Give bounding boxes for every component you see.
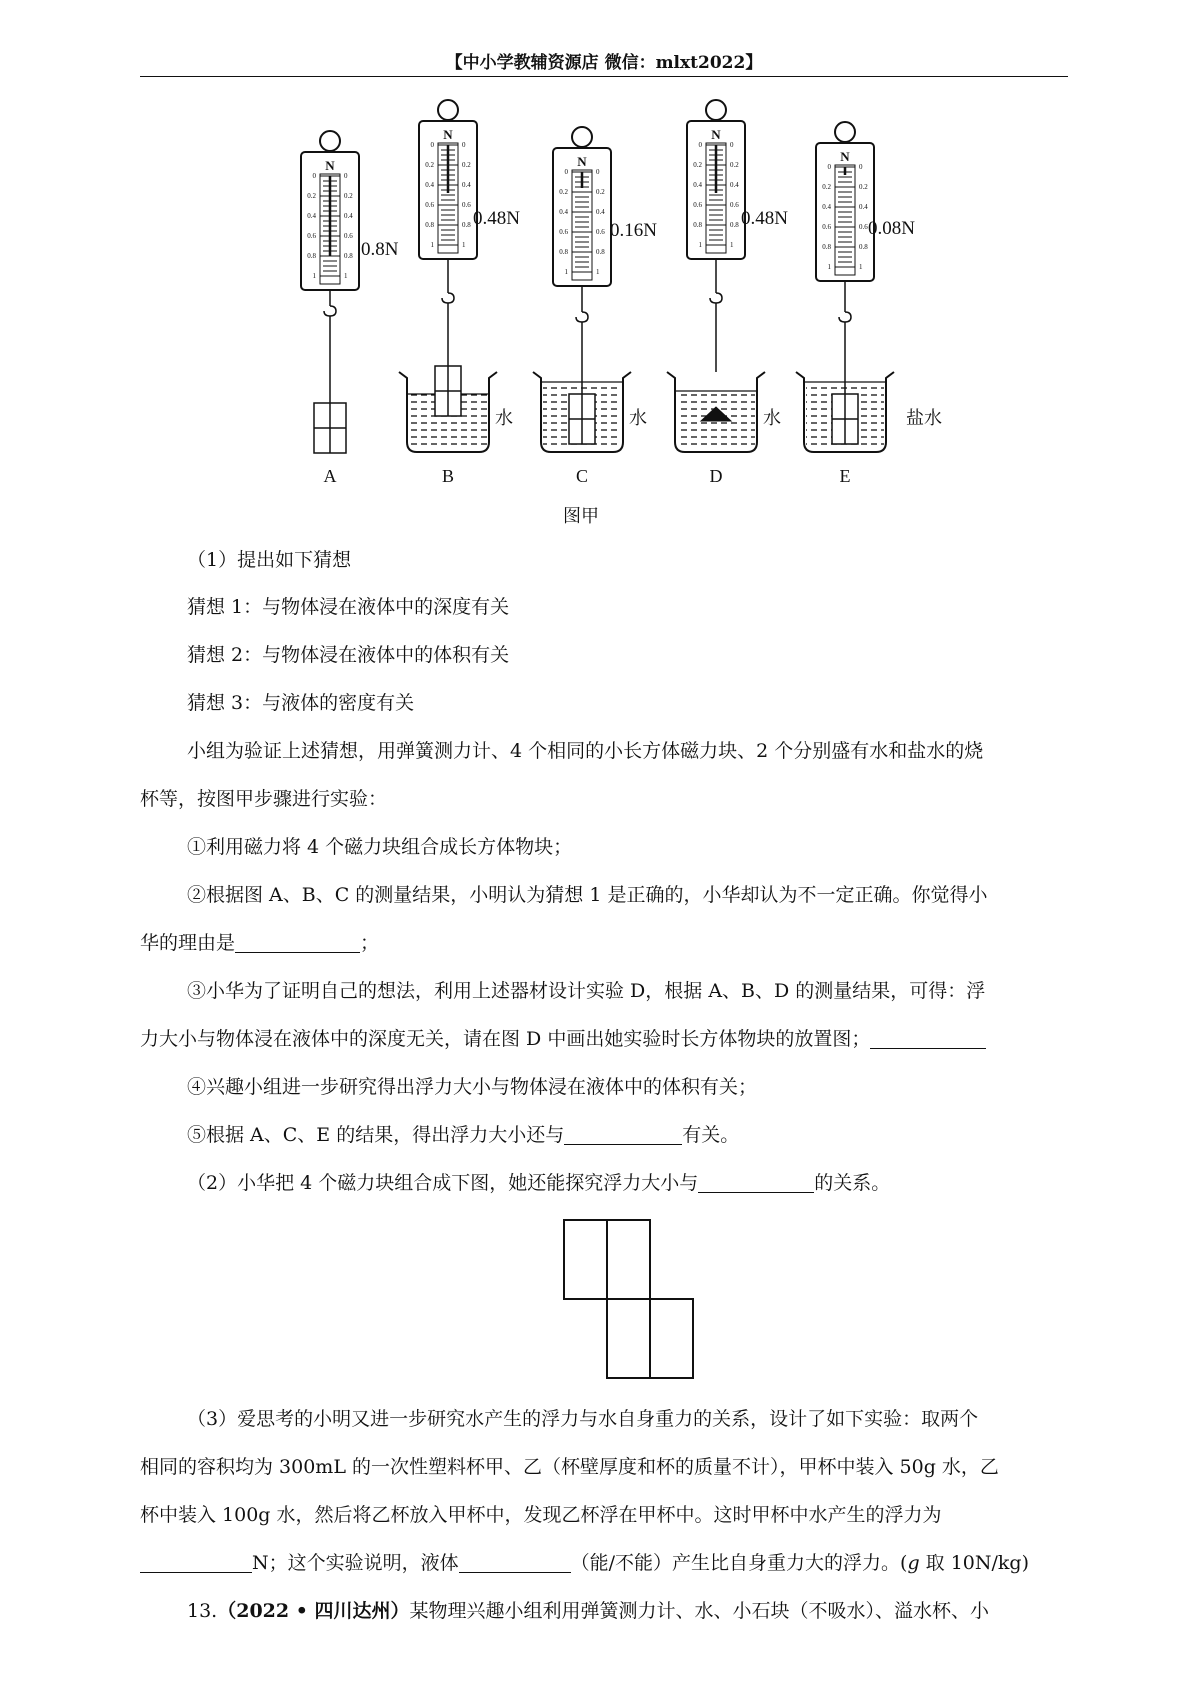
svg-text:1: 1 <box>430 241 434 249</box>
svg-text:0: 0 <box>859 163 863 171</box>
line-step-3: ③小华为了证明自己的想法，利用上述器材设计实验 D，根据 A、B、D 的测量结果，可得：浮 <box>187 980 986 1002</box>
line-guess-intro: （1）提出如下猜想 <box>187 549 352 571</box>
svg-text:0.6: 0.6 <box>859 223 868 231</box>
svg-text:0.4: 0.4 <box>859 203 868 211</box>
svg-text:1: 1 <box>730 241 734 249</box>
svg-text:0: 0 <box>430 141 434 149</box>
part-2-suffix: 的关系。 <box>814 1172 891 1194</box>
svg-text:0.6: 0.6 <box>462 201 471 209</box>
svg-text:0.6: 0.6 <box>730 201 739 209</box>
line-guess-1: 猜想 1：与物体浸在液体中的深度有关 <box>187 596 510 618</box>
svg-text:0.4: 0.4 <box>425 181 434 189</box>
svg-text:1: 1 <box>312 272 316 280</box>
line-part-3-1: （3）爱思考的小明又进一步研究水产生的浮力与水自身重力的关系，设计了如下实验：取两个 <box>187 1408 979 1430</box>
step-2-suffix: ； <box>360 932 380 954</box>
svg-text:0.6: 0.6 <box>596 228 605 236</box>
svg-text:0: 0 <box>730 141 734 149</box>
svg-text:1: 1 <box>344 272 348 280</box>
svg-text:0.2: 0.2 <box>822 183 831 191</box>
part-2-prefix: （2）小华把 4 个磁力块组合成下图，她还能探究浮力大小与 <box>187 1172 699 1194</box>
q13-number: 13. <box>187 1600 218 1622</box>
svg-text:1: 1 <box>564 268 568 276</box>
meter-D-reading: 0.48N <box>741 208 788 229</box>
part-3-end: 取 10N/kg) <box>919 1552 1030 1574</box>
svg-text:0.8: 0.8 <box>596 248 605 256</box>
svg-text:0.4: 0.4 <box>344 212 353 220</box>
meter-A-label: A <box>323 466 337 486</box>
meter-A-reading: 0.8N <box>361 239 399 260</box>
svg-text:0.8: 0.8 <box>559 248 568 256</box>
svg-text:1: 1 <box>596 268 600 276</box>
page-header: 【中小学教辅资源店 微信：mlxt2022】 <box>445 53 763 73</box>
svg-text:0.2: 0.2 <box>693 161 702 169</box>
svg-text:0.2: 0.2 <box>596 188 605 196</box>
svg-text:1: 1 <box>462 241 466 249</box>
meter-C-liquid: 水 <box>629 408 647 428</box>
meter-D-label: D <box>709 466 723 486</box>
figure-caption: 图甲 <box>563 506 599 526</box>
line-question-13 <box>187 1596 989 1626</box>
svg-text:0: 0 <box>596 168 600 176</box>
svg-text:N: N <box>443 127 453 142</box>
svg-text:0.4: 0.4 <box>596 208 605 216</box>
svg-text:N: N <box>840 149 850 164</box>
svg-text:0: 0 <box>827 163 831 171</box>
svg-text:N: N <box>325 158 335 173</box>
svg-text:0.6: 0.6 <box>307 232 316 240</box>
meter-B-label: B <box>441 466 455 486</box>
svg-text:1: 1 <box>698 241 702 249</box>
svg-text:0.2: 0.2 <box>730 161 739 169</box>
meter-B-liquid: 水 <box>495 408 513 428</box>
step-2-prefix: 华的理由是 <box>140 932 236 954</box>
step-5-prefix: ⑤根据 A、C、E 的结果，得出浮力大小还与 <box>187 1124 565 1146</box>
svg-text:1: 1 <box>827 263 831 271</box>
meter-C-reading: 0.16N <box>610 220 657 241</box>
g-symbol: g <box>907 1552 920 1574</box>
svg-text:0.2: 0.2 <box>425 161 434 169</box>
line-setup-2: 杯等，按图甲步骤进行实验： <box>140 788 388 810</box>
svg-text:0.8: 0.8 <box>859 243 868 251</box>
svg-text:0.6: 0.6 <box>425 201 434 209</box>
line-guess-3: 猜想 3：与液体的密度有关 <box>187 692 415 714</box>
svg-text:0.6: 0.6 <box>693 201 702 209</box>
svg-text:0.8: 0.8 <box>730 221 739 229</box>
meter-E-label: E <box>839 466 851 486</box>
svg-text:0.2: 0.2 <box>559 188 568 196</box>
svg-text:0.8: 0.8 <box>693 221 702 229</box>
q13-text: 某物理兴趣小组利用弹簧测力计、水、小石块（不吸水）、溢水杯、小 <box>409 1600 989 1622</box>
meter-E-liquid: 盐水 <box>906 408 942 428</box>
svg-text:0.6: 0.6 <box>559 228 568 236</box>
svg-text:0: 0 <box>698 141 702 149</box>
svg-text:0.4: 0.4 <box>822 203 831 211</box>
svg-text:1: 1 <box>859 263 863 271</box>
svg-text:0: 0 <box>462 141 466 149</box>
line-part-3-2: 相同的容积均为 300mL 的一次性塑料杯甲、乙（杯壁厚度和杯的质量不计），甲杯中装入 50g 水，乙 <box>140 1456 999 1478</box>
answer-blank-6[interactable] <box>459 1552 571 1573</box>
svg-text:0.8: 0.8 <box>462 221 471 229</box>
svg-text:0.6: 0.6 <box>822 223 831 231</box>
svg-text:0: 0 <box>344 172 348 180</box>
svg-text:0.4: 0.4 <box>730 181 739 189</box>
meter-B-reading: 0.48N <box>473 208 520 229</box>
line-step-4: ④兴趣小组进一步研究得出浮力大小与物体浸在液体中的体积有关； <box>187 1076 758 1098</box>
svg-text:0.4: 0.4 <box>693 181 702 189</box>
part-3-mid: N；这个实验说明，液体 <box>252 1552 459 1574</box>
line-step-2: ②根据图 A、B、C 的测量结果，小明认为猜想 1 是正确的，小华却认为不一定正确。你觉得小 <box>187 884 988 906</box>
meter-D-liquid: 水 <box>763 408 781 428</box>
q13-source: （2022 • 四川达州） <box>217 1600 410 1622</box>
svg-text:N: N <box>577 154 587 169</box>
answer-blank-5[interactable] <box>140 1552 252 1573</box>
svg-text:0.8: 0.8 <box>344 252 353 260</box>
svg-text:0: 0 <box>564 168 568 176</box>
step-3-text: 力大小与物体浸在液体中的深度无关，请在图 D 中画出她实验时长方体物块的放置图； <box>140 1028 871 1050</box>
svg-text:0.8: 0.8 <box>425 221 434 229</box>
svg-text:0.2: 0.2 <box>307 192 316 200</box>
svg-text:0.8: 0.8 <box>822 243 831 251</box>
svg-text:N: N <box>711 127 721 142</box>
svg-text:0.4: 0.4 <box>559 208 568 216</box>
svg-text:0.2: 0.2 <box>462 161 471 169</box>
svg-text:0.6: 0.6 <box>344 232 353 240</box>
line-part-3-4 <box>140 1548 1029 1578</box>
line-setup-1: 小组为验证上述猜想，用弹簧测力计、4 个相同的小长方体磁力块、2 个分别盛有水和盐水的烧 <box>187 740 984 762</box>
line-guess-2: 猜想 2：与物体浸在液体中的体积有关 <box>187 644 510 666</box>
step-5-suffix: 有关。 <box>682 1124 740 1146</box>
svg-text:0.2: 0.2 <box>344 192 353 200</box>
svg-text:0.8: 0.8 <box>307 252 316 260</box>
part-3-tail: （能/不能）产生比自身重力大的浮力。( <box>570 1552 908 1574</box>
line-step-1: ①利用磁力将 4 个磁力块组合成长方体物块； <box>187 836 573 858</box>
svg-text:0: 0 <box>312 172 316 180</box>
line-part-3-3: 杯中装入 100g 水，然后将乙杯放入甲杯中，发现乙杯浮在甲杯中。这时甲杯中水产生的浮力为 <box>140 1504 942 1526</box>
meter-C-label: C <box>575 466 589 486</box>
meter-E-reading: 0.08N <box>868 218 915 239</box>
svg-text:0.2: 0.2 <box>859 183 868 191</box>
svg-text:0.4: 0.4 <box>307 212 316 220</box>
svg-text:0.4: 0.4 <box>462 181 471 189</box>
